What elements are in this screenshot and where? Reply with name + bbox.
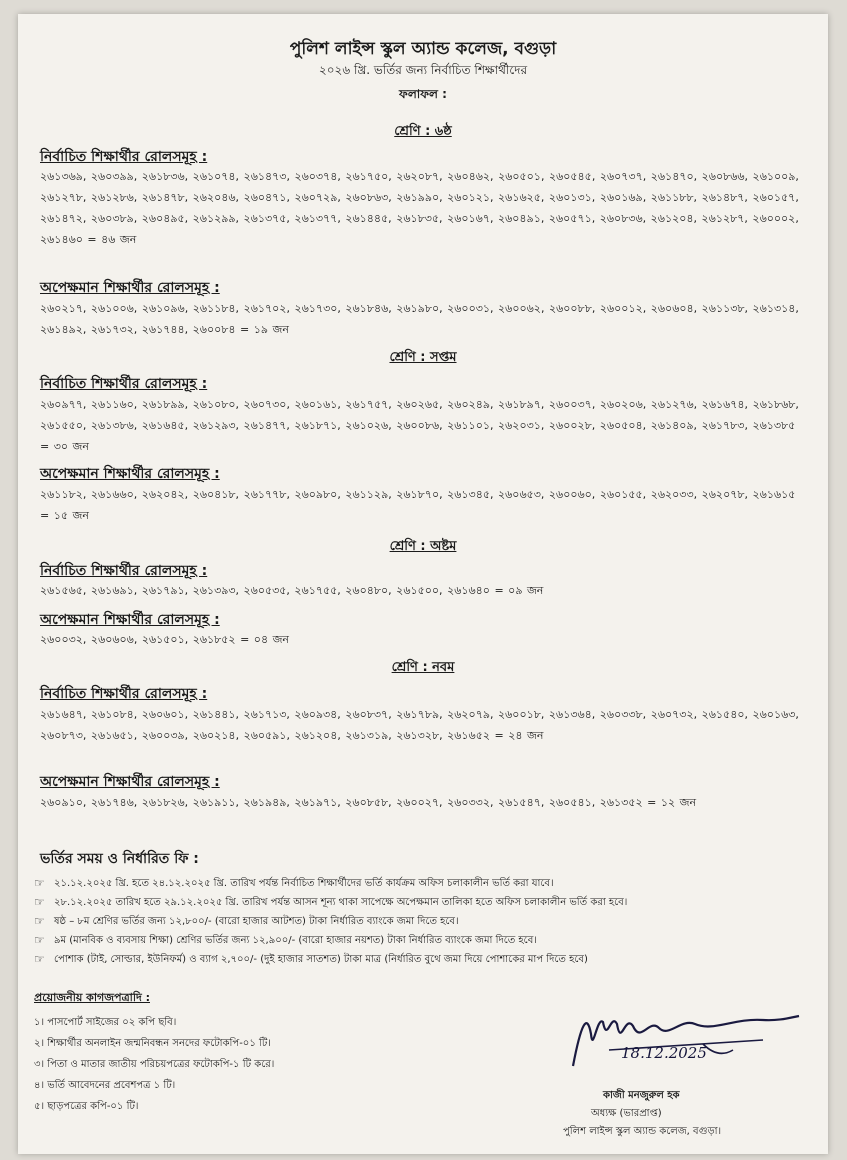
notice-subtitle: ২০২৬ খ্রি. ভর্তির জন্য নির্বাচিত শিক্ষার্থীদের (318, 63, 528, 77)
roll-number: ২৬১০০৬, (90, 302, 138, 315)
roll-number: ২৬০১৬৭, (447, 212, 494, 225)
signature-block (563, 1004, 813, 1144)
roll-number: ২৬১৪৭০, (650, 170, 698, 183)
roll-number: ২৬২০৮৭, (396, 170, 443, 183)
roll-number: ২৬১৯৯০, (396, 191, 443, 204)
waiting-rolls-8 (40, 629, 810, 650)
roll-number: ২৬২০৪২, (141, 488, 189, 501)
waiting-rolls-6 (40, 298, 810, 340)
roll-number: ২৬০০৮৬, (396, 419, 443, 432)
document-item: ৪। ভর্তি আবেদনের প্রবেশপত্র ১ টি। (34, 1080, 176, 1091)
roll-number: ২৬০০৮৮, (548, 302, 596, 315)
roll-number: ২৬১৬৫২ (447, 729, 490, 742)
roll-number: ২৬০৫০৪, (599, 419, 647, 432)
roll-number: ২৬১৫৪০, (701, 708, 748, 721)
roll-number: ২৬০৩৭৪, (294, 170, 341, 183)
roll-number: ২৬১৮৯৭, (498, 398, 545, 411)
roll-number: ২৬০৭৩২, (650, 708, 698, 721)
roll-number: ২৬১৪৭৩, (243, 170, 290, 183)
roll-number: ২৬১১৮২, (40, 488, 87, 501)
document-item: ২। শিক্ষার্থীর অনলাইন জন্মনিবন্ধন সনদের ফটোকপি-০১ টি। (34, 1038, 271, 1049)
institution-title: পুলিশ লাইন্স স্কুল অ্যান্ড কলেজ, বগুড়া (289, 39, 557, 59)
roll-number: ২৬১৮৫২ (192, 633, 236, 646)
roll-number: ২৬০৮৬৩, (345, 191, 392, 204)
signature-date: 18.12.2025 (621, 1044, 707, 1062)
admission-item: ☞ ষষ্ঠ – ৮ম শ্রেণির ভর্তির জন্য ১২,৮০০/- (বারো হাজার আটশত) টাকা নির্ধারিত ব্যাংকে জমা দিতে হবে। (34, 912, 814, 931)
waiting-heading-9: অপেক্ষমান শিক্ষার্থীর রোলসমূহ : (40, 774, 220, 790)
roll-number: ২৬০০১৮, (498, 708, 545, 721)
roll-number: ২৬০০২৮, (548, 419, 596, 432)
roll-number: ২৬১৩৭৭, (294, 212, 341, 225)
signatory-name: কাজী মনজুরুল হক (603, 1090, 680, 1101)
class-heading-6: শ্রেণি : ৬ষ্ঠ (394, 124, 452, 139)
roll-number: ২৬১৮৩৫, (396, 212, 443, 225)
roll-number: ২৬১৭৫৫, (294, 584, 341, 597)
roll-number: ২৬১৬২৫, (498, 191, 545, 204)
roll-number: ২৬০১৬৯, (599, 191, 647, 204)
roll-number: ২৬০৯৮০, (294, 488, 341, 501)
roll-number: ২৬০৮৬৬, (701, 170, 749, 183)
roll-number: ২৬০১৫৫, (599, 488, 647, 501)
roll-number: ২৬০৬৫৩, (497, 488, 545, 501)
roll-number: ২৬১৭৪৬, (90, 796, 138, 809)
roll-number: ২৬০৮৫৮, (345, 796, 392, 809)
roll-number: ২৬০০০২, (752, 212, 799, 225)
selected-heading-6: নির্বাচিত শিক্ষার্থীর রোলসমূহ : (40, 149, 208, 165)
roll-number: ২৬১৮৭১, (294, 419, 341, 432)
document-item: ৩। পিতা ও মাতার জাতীয় পরিচয়পত্রের ফটোকপি-১ টি করে। (34, 1059, 275, 1070)
roll-number: ২৬১৬৬০, (90, 488, 138, 501)
roll-number: ২৬০১৬৩, (752, 708, 799, 721)
roll-number: ২৬১০৮০, (192, 398, 240, 411)
roll-number: ২৬০৪১৮, (192, 488, 240, 501)
roll-number: ২৬১৪০৯, (650, 419, 698, 432)
roll-number: ২৬০০১২, (599, 302, 647, 315)
roll-number: ২৬০১৬১, (294, 398, 341, 411)
roll-number: ২৬০৪৮০, (345, 584, 392, 597)
roll-number: ২৬১০৯৬, (141, 302, 189, 315)
roll-number: ২৬০৬০৪, (650, 302, 698, 315)
roll-number: ২৬১৩৭৫, (243, 212, 290, 225)
roll-total: = ২৪ জন (494, 729, 544, 742)
roll-number: ২৬০৯১০, (40, 796, 87, 809)
roll-number: ২৬০৩৩২, (447, 796, 494, 809)
roll-number: ২৬১০২৬, (345, 419, 392, 432)
roll-number: ২৬১৮৭০, (396, 488, 443, 501)
roll-number: ২৬১০০৯, (752, 170, 799, 183)
notice-paper (18, 14, 828, 1154)
roll-number: ২৬০৭৩০, (243, 398, 290, 411)
roll-number: ২৬০১৩১, (548, 191, 596, 204)
roll-number: ২৬০৪৯১, (497, 212, 545, 225)
pointing-hand-icon: ☞ (34, 933, 45, 947)
waiting-heading-7: অপেক্ষমান শিক্ষার্থীর রোলসমূহ : (40, 466, 220, 482)
roll-number: ২৬০০৩১, (447, 302, 494, 315)
roll-number: ২৬০৯৩৪, (294, 708, 341, 721)
roll-number: ২৬১৬৪৭, (40, 708, 87, 721)
roll-total: = ১২ জন (647, 796, 697, 809)
selected-heading-8: নির্বাচিত শিক্ষার্থীর রোলসমূহ : (40, 563, 208, 579)
roll-number: ২৬১৯৮০, (396, 302, 443, 315)
roll-number: ২৬১৪৬০ (40, 233, 83, 246)
roll-number: ২৬০০৩৯, (141, 729, 189, 742)
roll-number: ২৬১৪৭২, (40, 212, 87, 225)
roll-number: ২৬০৫৯১, (243, 729, 290, 742)
pointing-hand-icon: ☞ (34, 952, 45, 966)
waiting-rolls-9 (40, 792, 810, 813)
admission-item: ☞ পোশাক (টাই, সোল্ডার, ইউনিফর্ম) ও ব্যাগ ২,৭০০/- (দুই হাজার সাতশত) টাকা মাত্র (নির্ধারিত বুথে জমা দিয়ে পোশাকের মাপ দিতে হবে) (34, 950, 814, 969)
signatory-org: পুলিশ লাইন্স স্কুল অ্যান্ড কলেজ, বগুড়া। (563, 1126, 722, 1137)
roll-number: ২৬১৭৫৭, (345, 398, 392, 411)
roll-number: ২৬১৭৩০, (294, 302, 341, 315)
roll-number: ২৬০০২৭, (396, 796, 443, 809)
roll-number: ২৬১৫৪৭, (497, 796, 545, 809)
roll-number: ২৬১১৩৮, (701, 302, 749, 315)
roll-number: ২৬০২১৭, (40, 302, 87, 315)
roll-number: ২৬০২১৪, (192, 729, 240, 742)
roll-total: = ০৪ জন (240, 633, 290, 646)
roll-number: ২৬১৮৬৮, (752, 398, 799, 411)
roll-number: ২৬০৫৭১, (548, 212, 596, 225)
roll-number: ২৬১৭০২, (243, 302, 290, 315)
roll-total: = ১৯ জন (240, 323, 289, 336)
roll-number: ২৬১৪৪৫, (345, 212, 392, 225)
roll-number: ২৬১২৭৮, (40, 191, 87, 204)
documents-list (34, 1012, 274, 1117)
roll-number: ২৬১১২৯, (345, 488, 392, 501)
roll-number: ২৬০৩৯৯, (90, 170, 138, 183)
roll-number: ২৬১৭১৩, (243, 708, 290, 721)
roll-number: ২৬১৪৮৭, (701, 191, 748, 204)
selected-rolls-9 (40, 704, 810, 746)
roll-number: ২৬১২৮৭, (701, 212, 748, 225)
roll-number: ২৬১৭৮৯, (396, 708, 443, 721)
roll-number: ২৬০২৪৯, (447, 398, 494, 411)
roll-number: ২৬২০৭৮, (701, 488, 749, 501)
roll-total: = ৩০ জন (40, 440, 89, 453)
roll-number: ২৬১৮৯৯, (141, 398, 189, 411)
signatory-designation: অধ্যক্ষ (ভারপ্রাপ্ত) (591, 1108, 662, 1119)
roll-number: ২৬১৩৮৬, (90, 419, 138, 432)
roll-number: ২৬১২৯৩, (192, 419, 240, 432)
roll-number: ২৬১৩৮৫ (752, 419, 796, 432)
roll-number: ২৬১০৭৪, (192, 170, 240, 183)
roll-number: ২৬১৩১৪, (752, 302, 799, 315)
roll-number: ২৬০০৮৪ (192, 323, 236, 336)
roll-number: ২৬০৪৭১, (243, 191, 290, 204)
admission-list (34, 874, 814, 969)
roll-number: ২৬১২৯৯, (192, 212, 240, 225)
documents-heading: প্রয়োজনীয় কাগজপত্রাদি : (34, 991, 150, 1004)
roll-number: ২৬১৫৬৫, (40, 584, 87, 597)
roll-number: ২৬০৫৪৫, (548, 170, 596, 183)
roll-number: ২৬১৪৭৭, (243, 419, 290, 432)
pointing-hand-icon: ☞ (34, 914, 45, 928)
roll-number: ২৬১৩৫২ (599, 796, 643, 809)
roll-number: ২৬২০৩১, (497, 419, 545, 432)
waiting-heading-8: অপেক্ষমান শিক্ষার্থীর রোলসমূহ : (40, 612, 220, 628)
pointing-hand-icon: ☞ (34, 895, 45, 909)
admission-item: ☞ ২৮.১২.২০২৫ তারিখ হতে ২৯.১২.২০২৫ খ্রি. তারিখ পর্যন্ত আসন শূন্য থাকা সাপেক্ষে অপেক্ষমান তালিকা হতে অফিস চলাকালীন ভর্তি করা হবে। (34, 893, 814, 912)
roll-total: = ০৯ জন (494, 584, 544, 597)
class-heading-7: শ্রেণি : সপ্তম (389, 350, 457, 365)
roll-number: ২৬০৯৭৭, (40, 398, 87, 411)
document-item: ১। পাসপোর্ট সাইজের ০২ কপি ছবি। (34, 1017, 177, 1028)
selected-rolls-6 (40, 166, 810, 250)
roll-number: ২৬১২০৪, (650, 212, 698, 225)
roll-number: ২৬০৪৬২, (447, 170, 494, 183)
result-label: ফলাফল : (399, 87, 447, 101)
roll-number: ২৬১১৬০, (90, 398, 138, 411)
roll-number: ২৬১৩৬৯, (40, 170, 87, 183)
admission-heading: ভর্তির সময় ও নির্ধারিত ফি : (40, 851, 199, 867)
selected-rolls-8 (40, 580, 810, 601)
roll-number: ২৬২০৪৬, (192, 191, 240, 204)
roll-number: ২৬১৪৭৮, (141, 191, 189, 204)
roll-number: ২৬০৭৩৭, (599, 170, 647, 183)
roll-number: ২৬১১৮৮, (650, 191, 698, 204)
roll-number: ২৬১২৭৬, (650, 398, 698, 411)
roll-number: ২৬০৫৩৫, (243, 584, 290, 597)
roll-number: ২৬১৩৪৫, (447, 488, 494, 501)
roll-number: ২৬১৩২৮, (396, 729, 443, 742)
roll-number: ২৬১৩৯৩, (192, 584, 240, 597)
roll-number: ২৬১৫৫০, (40, 419, 87, 432)
roll-number: ২৬০৪৯৫, (141, 212, 189, 225)
selected-heading-9: নির্বাচিত শিক্ষার্থীর রোলসমূহ : (40, 686, 208, 702)
roll-number: ২৬০১২১, (447, 191, 494, 204)
admission-item: ☞ ২১.১২.২০২৫ খ্রি. হতে ২৪.১২.২০২৫ খ্রি. তারিখ পর্যন্ত নির্বাচিত শিক্ষার্থীদের ভর্তি কার্যক্রম অফিস চলাকালীন ভর্তি করা যাবে। (34, 874, 814, 893)
roll-number: ২৬১৫০০, (396, 584, 443, 597)
roll-number: ২৬০৬০৬, (90, 633, 138, 646)
roll-total: = ৪৬ জন (87, 233, 137, 246)
roll-number: ২৬১৪৪১, (192, 708, 240, 721)
roll-number: ২৬১৬১৫ (752, 488, 796, 501)
waiting-heading-6: অপেক্ষমান শিক্ষার্থীর রোলসমূহ : (40, 280, 220, 296)
roll-number: ২৬১৩১৯, (345, 729, 392, 742)
roll-number: ২৬০৬০১, (141, 708, 189, 721)
document-item: ৫। ছাড়পত্রের কপি-০১ টি। (34, 1101, 139, 1112)
roll-number: ২৬০৩৩৮, (599, 708, 647, 721)
class-heading-8: শ্রেণি : অষ্টম (389, 539, 457, 554)
roll-number: ২৬০০৬০, (548, 488, 596, 501)
roll-number: ২৬১৬৪০ (447, 584, 490, 597)
roll-number: ২৬১৮৩৬, (141, 170, 189, 183)
roll-number: ২৬১৮২৬, (141, 796, 189, 809)
roll-number: ২৬০২৬৫, (396, 398, 443, 411)
roll-number: ২৬১৮৪৬, (345, 302, 392, 315)
roll-number: ২৬১৯৭১, (294, 796, 341, 809)
roll-number: ২৬০৫০১, (498, 170, 545, 183)
roll-number: ২৬২০৩৩, (650, 488, 698, 501)
roll-number: ২৬০০৬২, (498, 302, 545, 315)
roll-number: ২৬১৯৪৯, (243, 796, 290, 809)
roll-number: ২৬১৭৯১, (141, 584, 189, 597)
roll-number: ২৬১৯১১, (192, 796, 240, 809)
pointing-hand-icon: ☞ (34, 876, 45, 890)
roll-number: ২৬১১৮৪, (192, 302, 240, 315)
roll-number: ২৬০১৫৭, (752, 191, 799, 204)
roll-number: ২৬০০৩২, (40, 633, 87, 646)
waiting-rolls-7 (40, 484, 810, 526)
roll-number: ২৬১৭৩২, (90, 323, 138, 336)
roll-number: ২৬১৪৯২, (40, 323, 87, 336)
roll-number: ২৬১৩৬৪, (548, 708, 596, 721)
admission-item: ☞ ৯ম (মানবিক ও ব্যবসায় শিক্ষা) শ্রেণির ভর্তির জন্য ১২,৯০০/- (বারো হাজার নয়শত) টাকা নির্ধারিত ব্যাংকে জমা দিতে হবে। (34, 931, 814, 950)
roll-number: ২৬০২০৬, (599, 398, 647, 411)
roll-number: ২৬১৭৪৪, (141, 323, 189, 336)
roll-number: ২৬০৫৪১, (548, 796, 596, 809)
roll-number: ২৬১৬৭৪, (701, 398, 749, 411)
selected-heading-7: নির্বাচিত শিক্ষার্থীর রোলসমূহ : (40, 376, 208, 392)
roll-number: ২৬২০৭৯, (447, 708, 494, 721)
selected-rolls-7 (40, 394, 810, 457)
roll-number: ২৬১৬৯১, (90, 584, 138, 597)
class-heading-9: শ্রেণি : নবম (391, 660, 455, 675)
roll-number: ২৬১৭৮৩, (701, 419, 748, 432)
roll-number: ২৬০৮৩৭, (345, 708, 392, 721)
roll-number: ২৬১৭৭৮, (243, 488, 290, 501)
roll-total: = ১৫ জন (40, 509, 89, 522)
roll-number: ২৬১৬৫১, (90, 729, 138, 742)
roll-number: ২৬১১০১, (447, 419, 494, 432)
roll-number: ২৬০৭২৯, (294, 191, 341, 204)
roll-number: ২৬১৭৫০, (345, 170, 392, 183)
roll-number: ২৬১০৮৪, (90, 708, 138, 721)
roll-number: ২৬০০৩৭, (548, 398, 596, 411)
roll-number: ২৬১২৮৬, (90, 191, 138, 204)
roll-number: ২৬০৩৮৯, (90, 212, 138, 225)
roll-number: ২৬১৬৪৫, (141, 419, 189, 432)
roll-number: ২৬১৫০১, (141, 633, 189, 646)
roll-number: ২৬০৮৭৩, (40, 729, 87, 742)
roll-number: ২৬০৮৩৬, (599, 212, 647, 225)
roll-number: ২৬১২০৪, (294, 729, 341, 742)
